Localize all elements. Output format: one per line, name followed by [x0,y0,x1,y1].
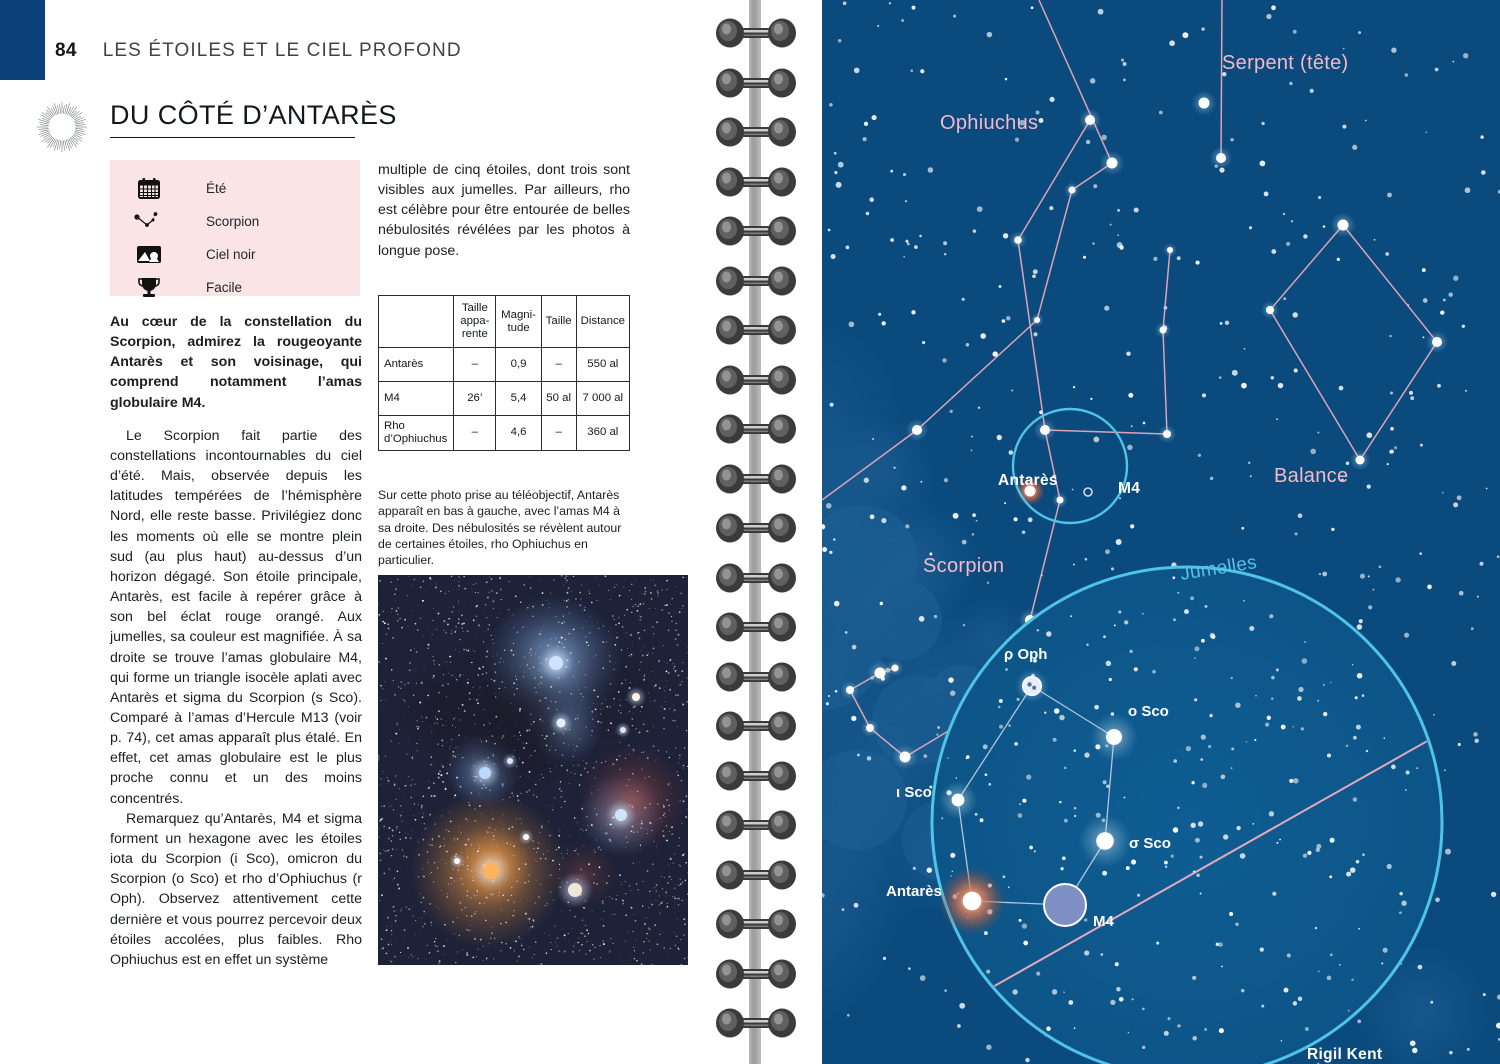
table-cell-name: Antarès [379,348,454,382]
binding-ring [714,513,798,543]
table-header-row [379,296,630,348]
scorpion-label: Scorpion [923,555,1005,577]
page-title: DU CÔTÉ D’ANTARÈS [110,100,355,138]
binocular-star-label-rho-oph: ρ Oph [1004,646,1048,663]
paragraph-3: multiple de cinq étoiles, dont trois sont visibles aux jumelles. Par ailleurs, rho est célèbre pour être entourée de belles nébulosités révélées par les photos à longue pose. [378,162,630,259]
paragraph-1: Le Scorpion fait partie des constellations incontournables du ciel d’été. Mais, observée depuis les latitudes tempérées de l’hémisphère Nord, elle reste basse. Privilégiez donc les moments où elle se montre plein sud (au plus haut) au-dessus d’un horizon dégagé. Son étoile principale, Antarès, est facile à repérer grâce à son bel éclat rouge orangé. Aux jumelles, sa couleur est magnifiée. À sa droite se trouve l’amas globulaire M4, qui forme un triangle isocèle aplati avec Antarès et sigma du Scorpion (s Sco). Comparé à l’amas d’Hercule M13 (voir p. 74), cet amas apparaît plus étalé. En effet, cet amas globulaire est le plus proche connu et un des moins concentrés. [110,427,362,807]
info-row-sky [132,238,360,271]
binding-ring [714,563,798,593]
binding-ring [714,365,798,395]
astrophotograph [378,575,688,965]
binding-ring [714,167,798,197]
table-cell-taille-apparente: 26’ [454,382,496,416]
binocular-star-label-iota-sco: ι Sco [896,784,932,801]
star-chart [822,0,1500,1064]
binding-ring [714,810,798,840]
binding-ring [714,761,798,791]
spiral-binding [712,0,822,1064]
page-header [55,36,655,66]
body-column-2 [378,160,630,261]
table-header-taille: Taille [541,296,576,348]
info-row-constellation [132,205,360,238]
constellation-icon [132,208,166,236]
info-row-season [132,172,360,205]
star-chart-canvas [822,0,1500,1064]
left-page [0,0,712,1064]
photo-caption: Sur cette photo prise au téléobjectif, Antarès apparaît en bas à gauche, avec l’amas M4 à sa droite. Des nébulosités se révèlent autour de certaines étoiles, rho Ophiuchus en particulier. [378,488,622,568]
binocular-star-label-sigma-sco: σ Sco [1129,835,1171,852]
dark-sky-icon [132,241,166,269]
body-column-1 [110,312,362,970]
binding-ring [714,612,798,642]
table-cell-magnitude: 0,9 [496,348,541,382]
table-header-taille-apparente: Taille apparente [454,296,496,348]
table-header-distance: Distance [576,296,629,348]
astrophoto-render [378,575,688,965]
table-cell-distance: 7 000 al [576,382,629,416]
table-cell-magnitude: 4,6 [496,416,541,451]
binding-ring [714,464,798,494]
rigil-kent-label: Rigil Kent [1307,1046,1383,1063]
binding-ring [714,860,798,890]
jumelles-label: Jumelles [1178,552,1259,585]
table-cell-taille: – [541,348,576,382]
antares-label: Antarès [998,472,1058,489]
binding-ring [714,315,798,345]
binding-ring [714,18,798,48]
table-cell-taille: 50 al [541,382,576,416]
binocular-star-label-m4: M4 [1093,913,1114,930]
sunburst-icon [36,101,88,153]
lead-paragraph: Au cœur de la constellation du Scorpion, admirez la rougeoyante Antarès et son voisinage, qui comprend notamment l’amas globulaire M4. [110,314,362,411]
table-cell-magnitude: 5,4 [496,382,541,416]
paragraph-2: Remarquez qu’Antarès, M4 et sigma forment un hexagone avec les étoiles iota du Scorpion (i Sco), omicron du Scorpion (o Sco) et rho d’Ophiuchus (r Oph). Observez attentivement cette dernière et vous pourrez percevoir deux étoiles accolées, plus faibles. Rho Ophiuchus est en effet un système [110,810,362,968]
ophiuchus-label: Ophiuchus [940,112,1039,134]
page-number: 84 [55,40,77,61]
binding-ring [714,909,798,939]
binding-ring [714,216,798,246]
table-cell-name: M4 [379,382,454,416]
info-label-constellation: Scorpion [206,214,260,229]
m4-label: M4 [1118,480,1141,497]
binding-ring [714,266,798,296]
table-cell-taille-apparente: – [454,416,496,451]
binding-ring [714,959,798,989]
binding-ring [714,1008,798,1038]
table-cell-taille-apparente: – [454,348,496,382]
table-row [379,348,630,382]
calendar-icon [132,175,166,203]
info-label-season: Été [206,181,227,196]
info-row-difficulty [132,271,360,304]
info-label-sky: Ciel noir [206,247,256,262]
page-corner-tab [0,0,45,80]
table-header-blank [379,296,454,348]
table-row [379,382,630,416]
table-cell-taille: – [541,416,576,451]
serpent-tete-label: Serpent (tête) [1222,52,1349,74]
binding-ring [714,117,798,147]
section-title-wrap [110,100,397,138]
trophy-icon [132,274,166,302]
binding-ring [714,68,798,98]
binocular-star-label-omicron-sco: o Sco [1128,703,1169,720]
table-cell-name: Rho d’Ophiuchus [379,416,454,451]
binding-ring [714,414,798,444]
table-cell-distance: 360 al [576,416,629,451]
info-label-difficulty: Facile [206,280,243,295]
balance-label: Balance [1274,465,1349,487]
binding-ring [714,662,798,692]
table-row [379,416,630,451]
info-box [110,160,360,296]
table-cell-distance: 550 al [576,348,629,382]
header-title: LES ÉTOILES ET LE CIEL PROFOND [102,40,462,61]
object-data-table [378,295,630,451]
binocular-field-of-view [932,567,1442,1064]
binocular-star-label-antares: Antarès [886,883,942,900]
binding-ring [714,711,798,741]
table-header-magnitude: Magnitude [496,296,541,348]
